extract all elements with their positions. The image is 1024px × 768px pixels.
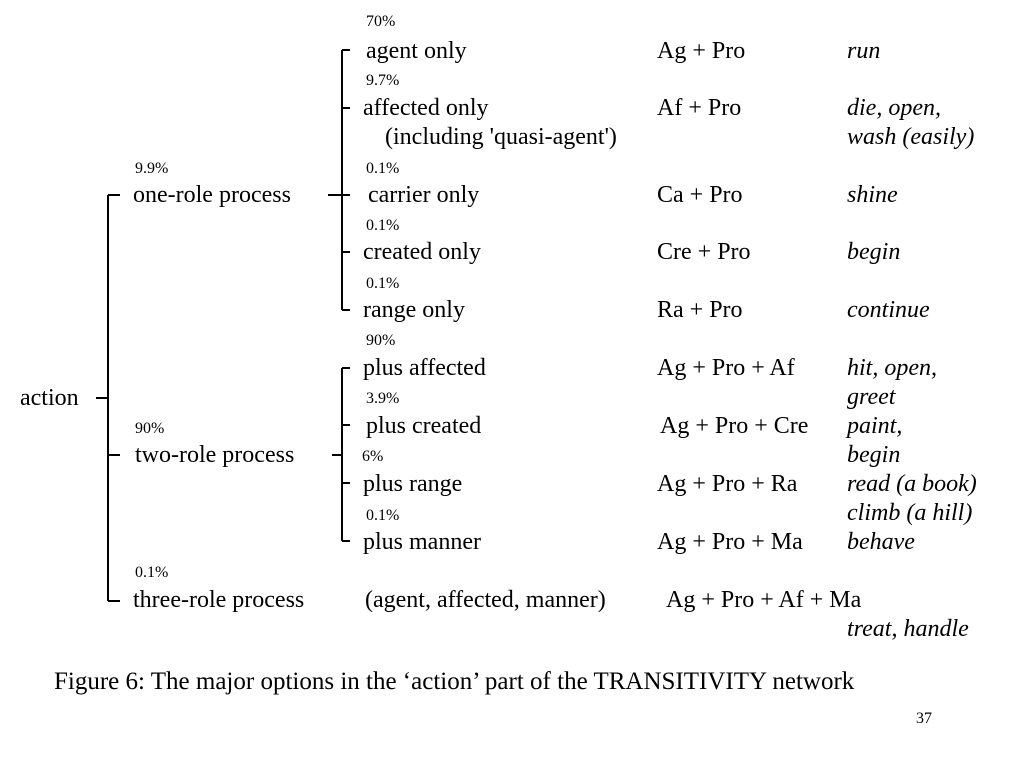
option-example: begin: [847, 442, 901, 468]
option-percent: 3.9%: [366, 390, 400, 407]
option-structure: Ag + Pro + Ra: [657, 471, 798, 497]
option-label: range only: [363, 297, 465, 323]
option-percent: 0.1%: [366, 160, 400, 177]
option-structure: Ag + Pro + Af: [657, 355, 795, 381]
group-percent-three-role: 0.1%: [135, 564, 169, 581]
option-example: wash (easily): [847, 124, 975, 150]
option-example: paint,: [847, 413, 903, 439]
option-structure: Cre + Pro: [657, 239, 751, 265]
option-example: climb (a hill): [847, 500, 973, 526]
option-example: read (a book): [847, 471, 977, 497]
option-note: (including 'quasi-agent'): [385, 124, 617, 150]
option-example: behave: [847, 529, 915, 555]
option-percent: 0.1%: [366, 275, 400, 292]
option-percent: 0.1%: [366, 217, 400, 234]
root-label: action: [20, 385, 79, 411]
option-label: plus affected: [363, 355, 486, 381]
option-structure: Af + Pro: [657, 95, 742, 121]
group-label-two-role: two-role process: [135, 442, 295, 468]
option-structure: Ra + Pro: [657, 297, 743, 323]
option-example: run: [847, 38, 881, 64]
option-label: agent only: [366, 38, 467, 64]
option-percent: 70%: [366, 13, 396, 30]
option-label: plus range: [363, 471, 463, 497]
option-example: shine: [847, 182, 898, 208]
option-example: continue: [847, 297, 930, 323]
option-structure: Ag + Pro + Cre: [660, 413, 809, 439]
option-structure: Ag + Pro + Ma: [657, 529, 803, 555]
option-structure: Ca + Pro: [657, 182, 743, 208]
option-percent: 9.7%: [366, 72, 400, 89]
option-example: die, open,: [847, 95, 941, 121]
option-example: hit, open,: [847, 355, 937, 381]
option-example: greet: [847, 384, 896, 410]
option-percent: 90%: [366, 332, 396, 349]
option-example: begin: [847, 239, 901, 265]
option-label: affected only: [363, 95, 489, 121]
option-percent: 6%: [362, 448, 384, 465]
group-label-three-role: three-role process: [133, 587, 305, 613]
option-label: created only: [363, 239, 481, 265]
option-percent: 0.1%: [366, 507, 400, 524]
option-label: plus manner: [363, 529, 481, 555]
option-label: carrier only: [368, 182, 480, 208]
three-role-roles: (agent, affected, manner): [365, 587, 606, 613]
figure-caption: Figure 6: The major options in the ‘action’ part of the TRANSITIVITY network: [54, 668, 855, 695]
option-label: plus created: [366, 413, 482, 439]
page-number: 37: [916, 710, 932, 727]
three-role-structure: Ag + Pro + Af + Ma: [666, 587, 862, 613]
group-percent-two-role: 90%: [135, 420, 165, 437]
group-label-one-role: one-role process: [133, 182, 291, 208]
three-role-example: treat, handle: [847, 616, 969, 642]
group-percent-one-role: 9.9%: [135, 160, 169, 177]
option-structure: Ag + Pro: [657, 38, 746, 64]
